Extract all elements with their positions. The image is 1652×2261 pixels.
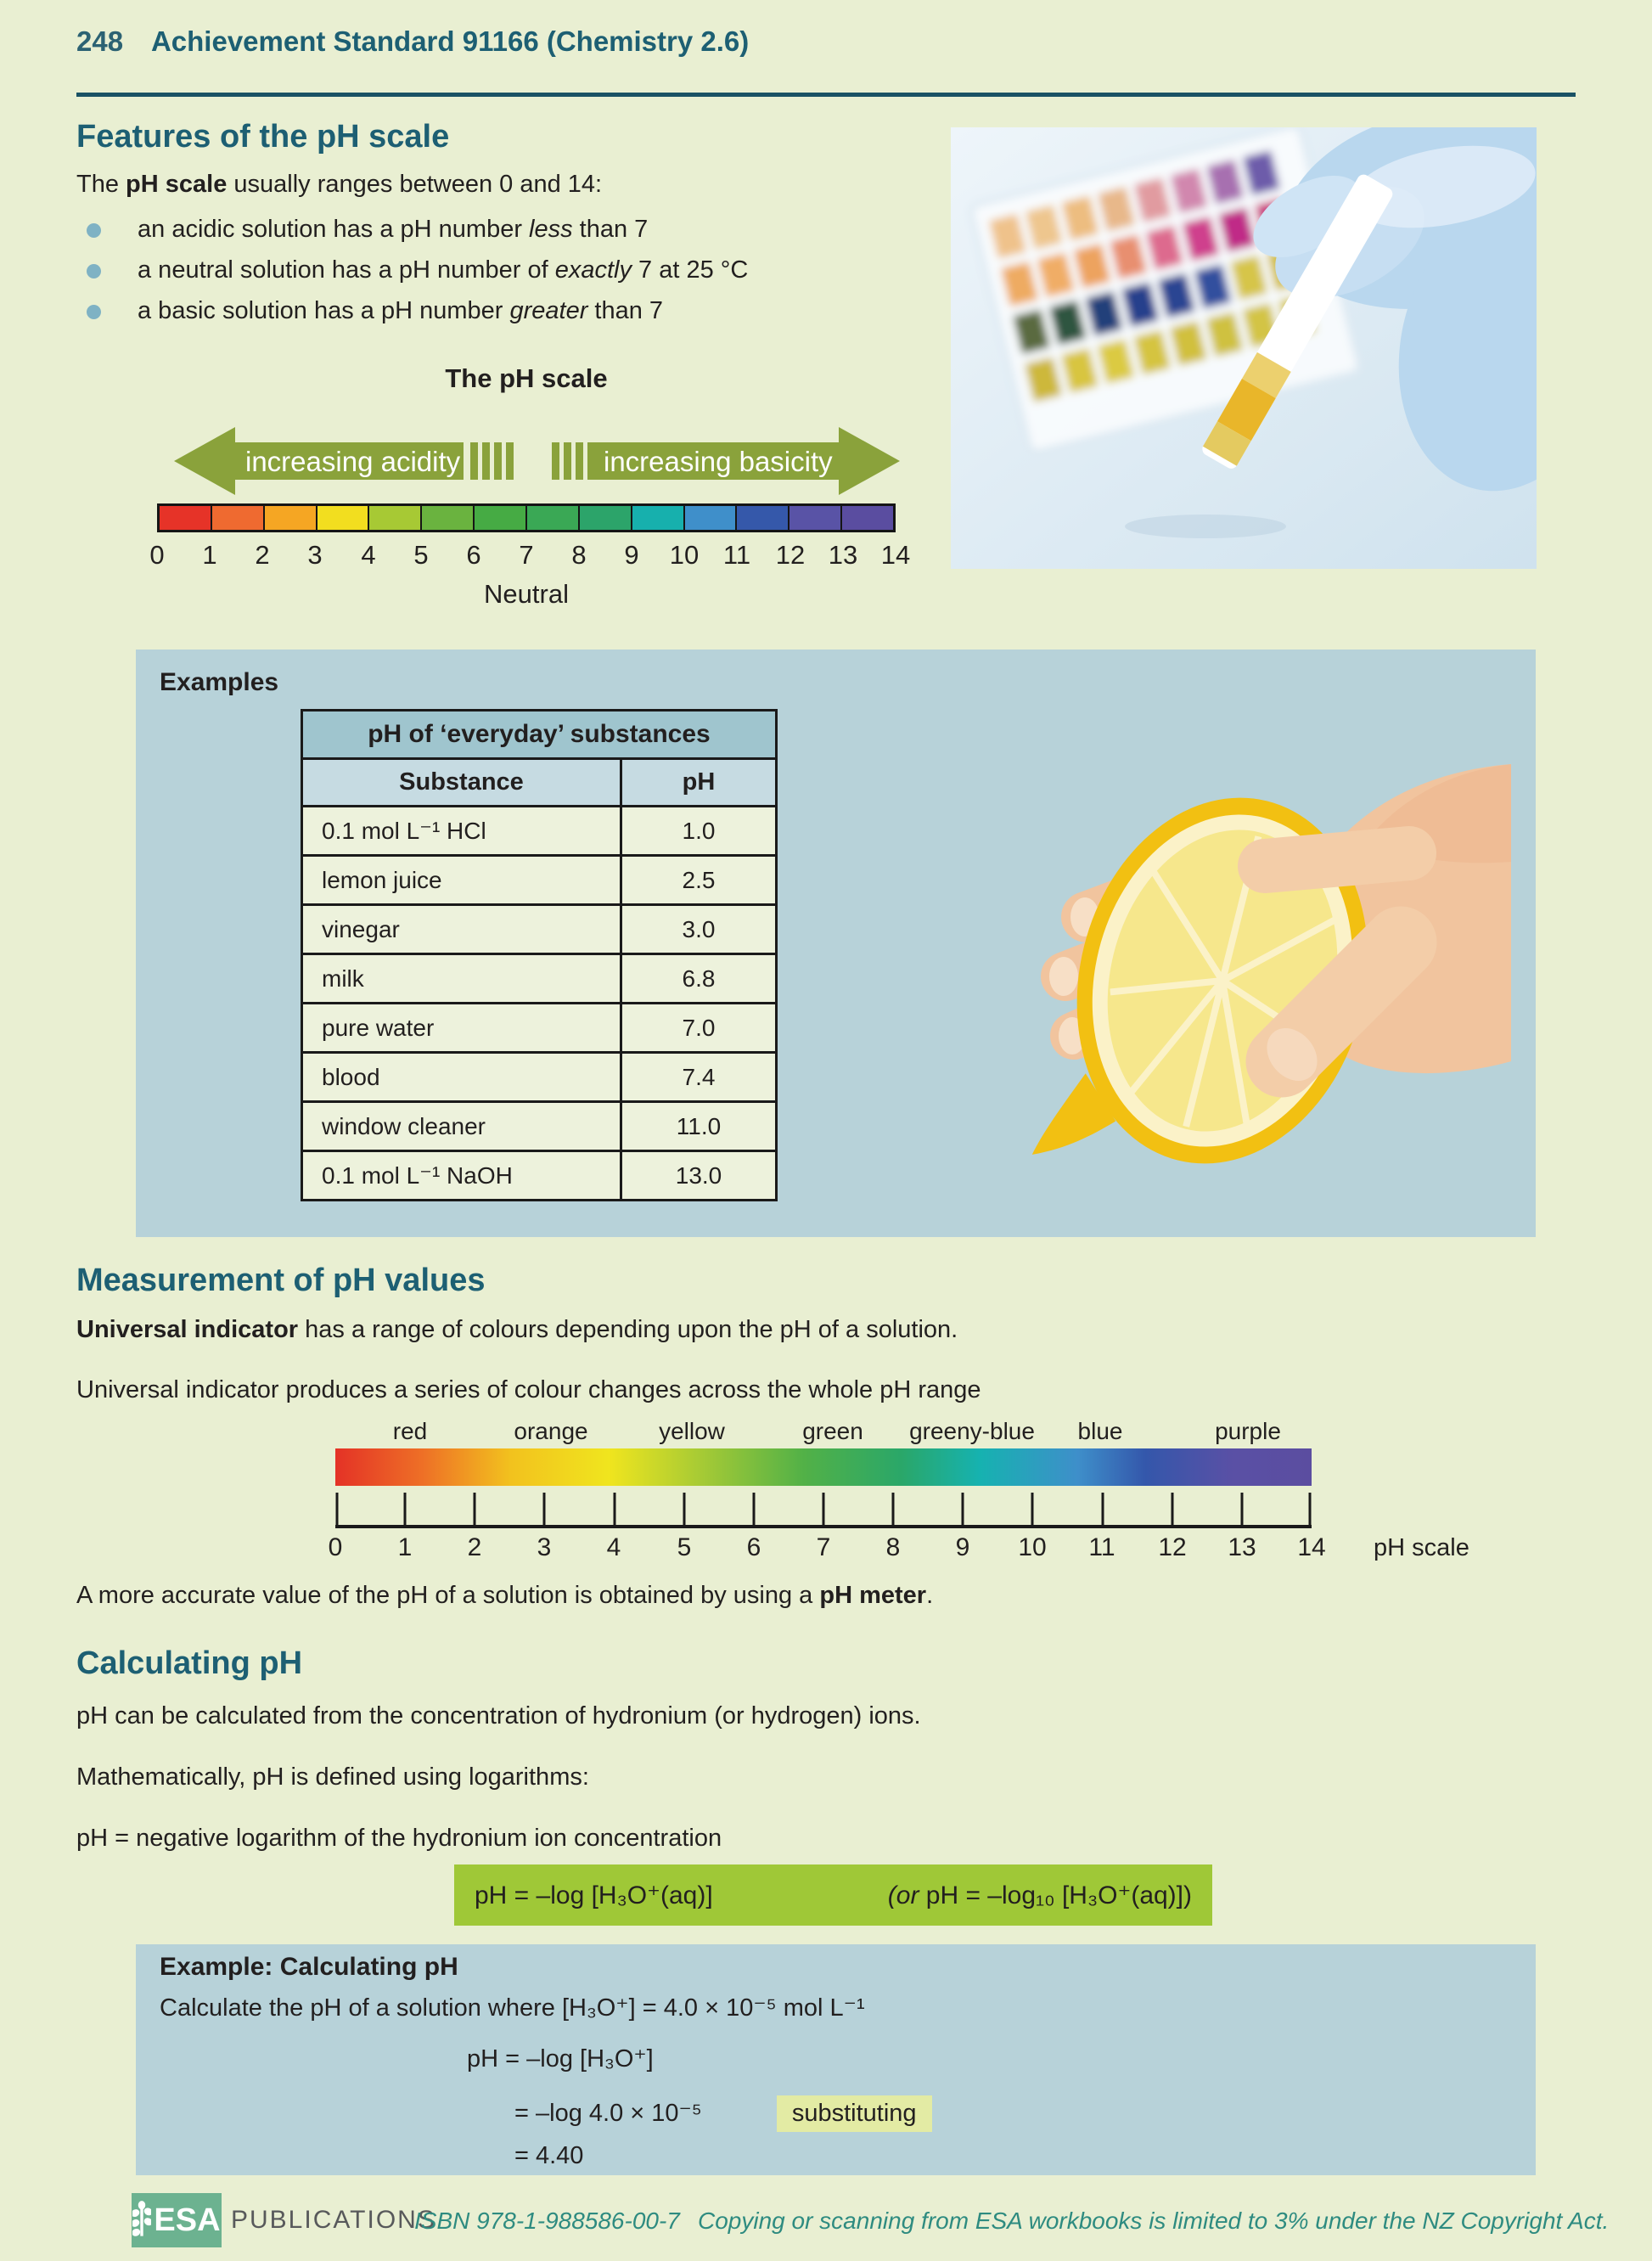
ph-segment bbox=[737, 506, 789, 530]
indicator-number: 12 bbox=[1158, 1533, 1187, 1561]
scale-number: 13 bbox=[828, 540, 858, 570]
ph-cell: 11.0 bbox=[621, 1102, 777, 1151]
scale-number: 2 bbox=[255, 540, 270, 570]
indicator-number: 5 bbox=[677, 1533, 692, 1561]
formula-or: (or bbox=[887, 1881, 919, 1909]
esa-tree-icon bbox=[132, 2200, 151, 2241]
universal-indicator-bold: Universal indicator bbox=[76, 1316, 299, 1343]
ph-ruler bbox=[335, 1489, 1312, 1528]
colour-label: green bbox=[802, 1418, 863, 1444]
scale-number: 1 bbox=[202, 540, 217, 570]
ph-scale-label: pH scale bbox=[1374, 1534, 1469, 1561]
indicator-number: 13 bbox=[1228, 1533, 1256, 1561]
scale-number: 11 bbox=[722, 540, 751, 570]
bullet-text: than 7 bbox=[572, 216, 649, 243]
formula-right bbox=[888, 1881, 1192, 1910]
scale-number: 5 bbox=[413, 540, 429, 570]
calculating-heading: Calculating pH bbox=[76, 1645, 303, 1681]
bullet-dot-icon bbox=[87, 223, 101, 238]
colour-label: yellow bbox=[659, 1418, 725, 1444]
example-step2-row bbox=[514, 2095, 932, 2132]
table-row bbox=[302, 1053, 777, 1102]
isbn-text: ISBN 978-1-988586-00-7 bbox=[414, 2208, 680, 2234]
ph-strip-photo-illustration bbox=[951, 127, 1537, 569]
features-bullets bbox=[76, 216, 934, 338]
colour-label: red bbox=[392, 1418, 428, 1444]
strip-shadow bbox=[1125, 515, 1286, 538]
ph-segment bbox=[789, 506, 842, 530]
scale-number: 3 bbox=[307, 540, 323, 570]
indicator-number: 7 bbox=[816, 1533, 831, 1561]
example-problem: Calculate the pH of a solution where [H₃O⁺] = 4.0 × 10⁻⁵ mol L⁻¹ bbox=[160, 1994, 865, 2022]
ph-scale-diagram bbox=[76, 363, 925, 627]
accurate-paragraph bbox=[76, 1581, 1537, 1611]
table-row bbox=[302, 1102, 777, 1151]
lemon-hand-photo bbox=[857, 662, 1511, 1218]
bullet-text: than 7 bbox=[587, 297, 664, 324]
ph-cell: 7.0 bbox=[621, 1004, 777, 1053]
example-step3: = 4.40 bbox=[514, 2142, 584, 2169]
intro-bold: pH scale bbox=[126, 171, 228, 198]
calculating-p3: pH = negative logarithm of the hydronium ion concentration bbox=[76, 1825, 722, 1852]
ph-cell: 6.8 bbox=[621, 954, 777, 1004]
bullet-text: a basic solution has a pH number bbox=[138, 297, 510, 324]
bullet-basic bbox=[76, 297, 934, 325]
example-step2: = –log 4.0 × 10⁻⁵ bbox=[514, 2100, 702, 2127]
scale-number: 0 bbox=[149, 540, 165, 570]
acidity-basicity-arrows bbox=[174, 425, 900, 498]
column-header-substance: Substance bbox=[302, 759, 621, 807]
page-header bbox=[76, 25, 1576, 97]
table-row bbox=[302, 1151, 777, 1201]
scale-number: 9 bbox=[624, 540, 639, 570]
indicator-number: 14 bbox=[1297, 1533, 1326, 1561]
ph-segment bbox=[527, 506, 580, 530]
formula-left: pH = –log [H₃O⁺(aq)] bbox=[475, 1881, 713, 1909]
bullet-emphasis: less bbox=[529, 216, 573, 243]
ph-segment bbox=[632, 506, 685, 530]
colour-label: greeny-blue bbox=[909, 1418, 1035, 1444]
examples-box bbox=[136, 650, 1536, 1237]
indicator-number: 10 bbox=[1018, 1533, 1047, 1561]
bullet-acidic bbox=[76, 216, 934, 244]
increasing-acidity-label: increasing acidity bbox=[245, 446, 461, 477]
indicator-number: 3 bbox=[537, 1533, 552, 1561]
ph-segment bbox=[265, 506, 317, 530]
page-number: 248 bbox=[76, 25, 124, 57]
ph-segment bbox=[369, 506, 422, 530]
ph-formula-box bbox=[454, 1864, 1212, 1926]
ph-cell: 13.0 bbox=[621, 1151, 777, 1201]
substance-cell: milk bbox=[302, 954, 621, 1004]
colour-label: orange bbox=[514, 1418, 588, 1444]
scale-number: 4 bbox=[361, 540, 376, 570]
bullet-dot-icon bbox=[87, 305, 101, 319]
ph-cell: 2.5 bbox=[621, 856, 777, 905]
indicator-number: 9 bbox=[955, 1533, 970, 1561]
substance-cell: window cleaner bbox=[302, 1102, 621, 1151]
indicator-number: 0 bbox=[328, 1533, 343, 1561]
page-title: Achievement Standard 91166 (Chemistry 2.6) bbox=[150, 25, 750, 57]
example-box bbox=[136, 1944, 1536, 2175]
example-step1: pH = –log [H₃O⁺] bbox=[467, 2045, 654, 2073]
features-intro bbox=[76, 170, 934, 200]
indicator-number: 4 bbox=[606, 1533, 621, 1561]
scale-number: 8 bbox=[571, 540, 587, 570]
examples-title: Examples bbox=[160, 668, 279, 696]
arrow-break-stripes bbox=[470, 442, 595, 480]
intro-post: usually ranges between 0 and 14: bbox=[227, 171, 603, 198]
ph-segment bbox=[475, 506, 527, 530]
indicator-number: 11 bbox=[1088, 1533, 1115, 1561]
ph-test-strip-photo bbox=[951, 127, 1537, 573]
substance-cell: blood bbox=[302, 1053, 621, 1102]
ph-segment bbox=[212, 506, 265, 530]
ph-meter-bold: pH meter bbox=[819, 1582, 927, 1609]
indicator-number: 6 bbox=[746, 1533, 761, 1561]
table-row bbox=[302, 1004, 777, 1053]
substituting-note: substituting bbox=[777, 2095, 932, 2132]
ph-segment bbox=[160, 506, 212, 530]
formula-right-rest: pH = –log₁₀ [H₃O⁺(aq)]) bbox=[919, 1881, 1192, 1909]
ph-scale-diagram-title: The pH scale bbox=[445, 363, 608, 393]
ph-segment bbox=[580, 506, 632, 530]
ph-segment bbox=[685, 506, 738, 530]
table-row bbox=[302, 856, 777, 905]
bullet-text: 7 at 25 °C bbox=[631, 256, 749, 284]
ph-colour-segments-bar bbox=[157, 503, 896, 532]
substance-cell: 0.1 mol L⁻¹ HCl bbox=[302, 807, 621, 856]
bullet-emphasis: exactly bbox=[554, 256, 632, 284]
features-heading: Features of the pH scale bbox=[76, 119, 450, 155]
ph-segment bbox=[317, 506, 370, 530]
substance-cell: pure water bbox=[302, 1004, 621, 1053]
table-row bbox=[302, 807, 777, 856]
universal-indicator-diagram bbox=[76, 1416, 1576, 1578]
bullet-emphasis: greater bbox=[509, 297, 588, 324]
bullet-dot-icon bbox=[87, 264, 101, 278]
copyright-text: Copying or scanning from ESA workbooks is limited to 3% under the NZ Copyright Act. bbox=[698, 2208, 1610, 2234]
scale-number: 12 bbox=[775, 540, 806, 570]
scale-number: 6 bbox=[466, 540, 481, 570]
intro-pre: The bbox=[76, 171, 126, 198]
scale-number: 14 bbox=[880, 540, 911, 570]
indicator-number: 8 bbox=[885, 1533, 901, 1561]
scale-number: 10 bbox=[669, 540, 700, 570]
table-title: pH of ‘everyday’ substances bbox=[302, 711, 777, 759]
calculating-p1: pH can be calculated from the concentration of hydronium (or hydrogen) ions. bbox=[76, 1702, 921, 1729]
everyday-substances-table bbox=[301, 709, 778, 1201]
column-header-ph: pH bbox=[621, 759, 777, 807]
increasing-basicity-label: increasing basicity bbox=[604, 446, 833, 477]
substance-cell: vinegar bbox=[302, 905, 621, 954]
measurement-p2: Universal indicator produces a series of colour changes across the whole pH range bbox=[76, 1376, 981, 1403]
publications-label: PUBLICATIONS bbox=[231, 2206, 436, 2234]
bullet-text: a neutral solution has a pH number of bbox=[138, 256, 555, 284]
table-row bbox=[302, 905, 777, 954]
indicator-number: 1 bbox=[397, 1533, 413, 1561]
table-row bbox=[302, 954, 777, 1004]
calculating-p2: Mathematically, pH is defined using logarithms: bbox=[76, 1763, 589, 1791]
esa-logo bbox=[132, 2193, 222, 2247]
indicator-number: 2 bbox=[467, 1533, 482, 1561]
esa-logo-text: ESA bbox=[154, 2202, 221, 2238]
indicator-gradient-bar bbox=[335, 1448, 1312, 1486]
colour-label: blue bbox=[1077, 1418, 1123, 1444]
accurate-post: . bbox=[926, 1582, 934, 1609]
bullet-text: an acidic solution has a pH number bbox=[138, 216, 530, 243]
neutral-label: Neutral bbox=[484, 579, 569, 609]
measurement-heading: Measurement of pH values bbox=[76, 1263, 486, 1298]
ph-segment bbox=[422, 506, 475, 530]
accurate-pre: A more accurate value of the pH of a solution is obtained by using a bbox=[76, 1582, 820, 1609]
ph-cell: 7.4 bbox=[621, 1053, 777, 1102]
bullet-neutral bbox=[76, 256, 934, 284]
ph-cell: 3.0 bbox=[621, 905, 777, 954]
ph-segment bbox=[842, 506, 893, 530]
ph-cell: 1.0 bbox=[621, 807, 777, 856]
forefinger bbox=[1265, 853, 1409, 866]
example-title: Example: Calculating pH bbox=[160, 1953, 458, 1981]
substance-cell: lemon juice bbox=[302, 856, 621, 905]
p1-rest: has a range of colours depending upon the pH of a solution. bbox=[298, 1316, 958, 1343]
colour-label: purple bbox=[1215, 1418, 1281, 1444]
measurement-p1 bbox=[76, 1315, 1537, 1345]
substance-cell: 0.1 mol L⁻¹ NaOH bbox=[302, 1151, 621, 1201]
scale-number: 7 bbox=[519, 540, 534, 570]
